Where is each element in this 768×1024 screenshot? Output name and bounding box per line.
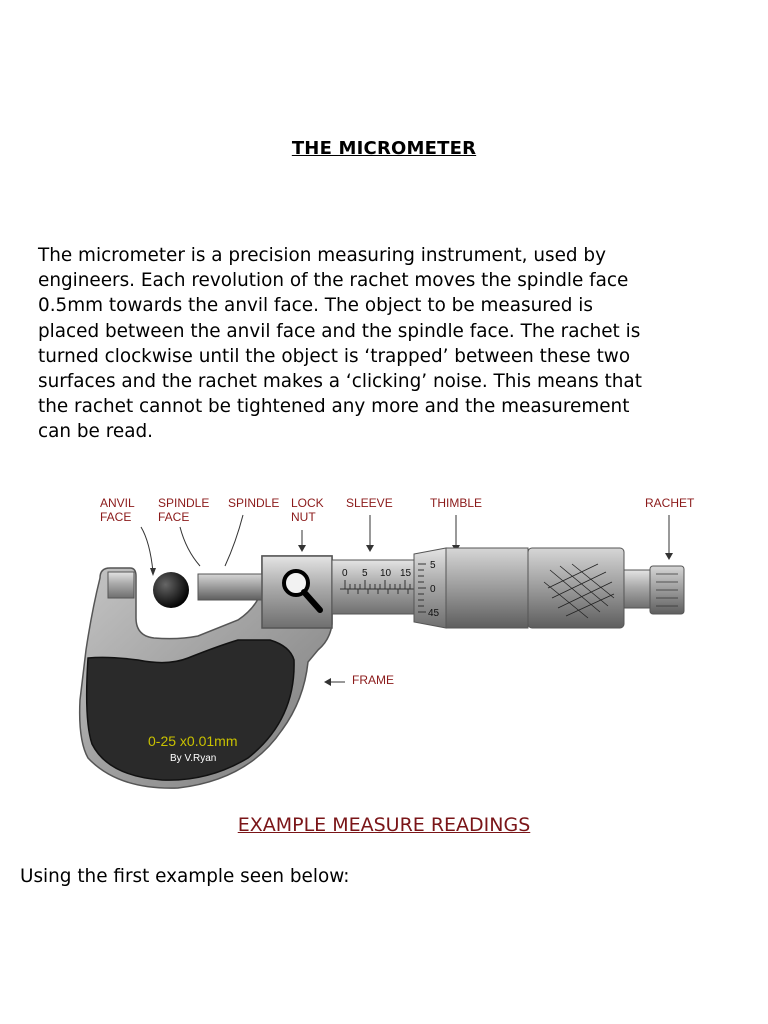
label-lock-nut-2: NUT [291,510,316,524]
description-paragraph [38,243,738,445]
rachet-neck [624,570,650,608]
section-heading: EXAMPLE MEASURE READINGS [237,814,531,836]
label-anvil-face-1: ANVIL [100,496,135,510]
page-title: THE MICROMETER [291,138,477,159]
sleeve-tick-10: 10 [380,568,392,579]
paragraph-line: The micrometer is a precision measuring instrument, used by [38,245,606,266]
thimble [446,548,528,628]
credit-marking: By V.Ryan [170,753,217,764]
thimble-tick-0: 0 [430,584,436,595]
label-sleeve: SLEEVE [346,496,393,510]
paragraph-line: placed between the anvil face and the spindle face. The rachet is [38,320,641,342]
anvil [108,572,134,598]
sleeve-tick-5: 5 [362,568,368,579]
micrometer-diagram [78,490,698,800]
paragraph-line: engineers. Each revolution of the rachet moves the spindle face [38,270,629,292]
thimble-tick-5: 5 [430,560,436,571]
spindle [198,574,264,600]
paragraph-line: surfaces and the rachet makes a ‘clicking’ noise. This means that [38,371,642,393]
range-marking: 0-25 x0.01mm [148,733,238,749]
thimble-grip [528,548,624,628]
label-thimble: THIMBLE [430,496,483,510]
paragraph-line: the rachet cannot be tightened any more and the measurement [38,396,630,418]
intro-text: Using the first example seen below: [20,866,350,887]
label-anvil-face-2: FACE [100,510,132,524]
paragraph-line: turned clockwise until the object is ‘trapped’ between these two [38,345,631,367]
label-spindle: SPINDLE [228,496,280,510]
label-spindle-face-1: SPINDLE [158,496,210,510]
label-lock-nut-1: LOCK [291,496,324,510]
paragraph-line: 0.5mm towards the anvil face. The object to be measured is [38,295,593,317]
label-frame: FRAME [352,673,394,687]
thimble-tick-45: 45 [428,608,440,619]
sleeve-tick-15: 15 [400,568,412,579]
paragraph-line: can be read. [38,421,153,443]
measured-object [153,572,189,608]
sleeve-tick-0: 0 [342,568,348,579]
label-rachet: RACHET [645,496,695,510]
label-spindle-face-2: FACE [158,510,190,524]
